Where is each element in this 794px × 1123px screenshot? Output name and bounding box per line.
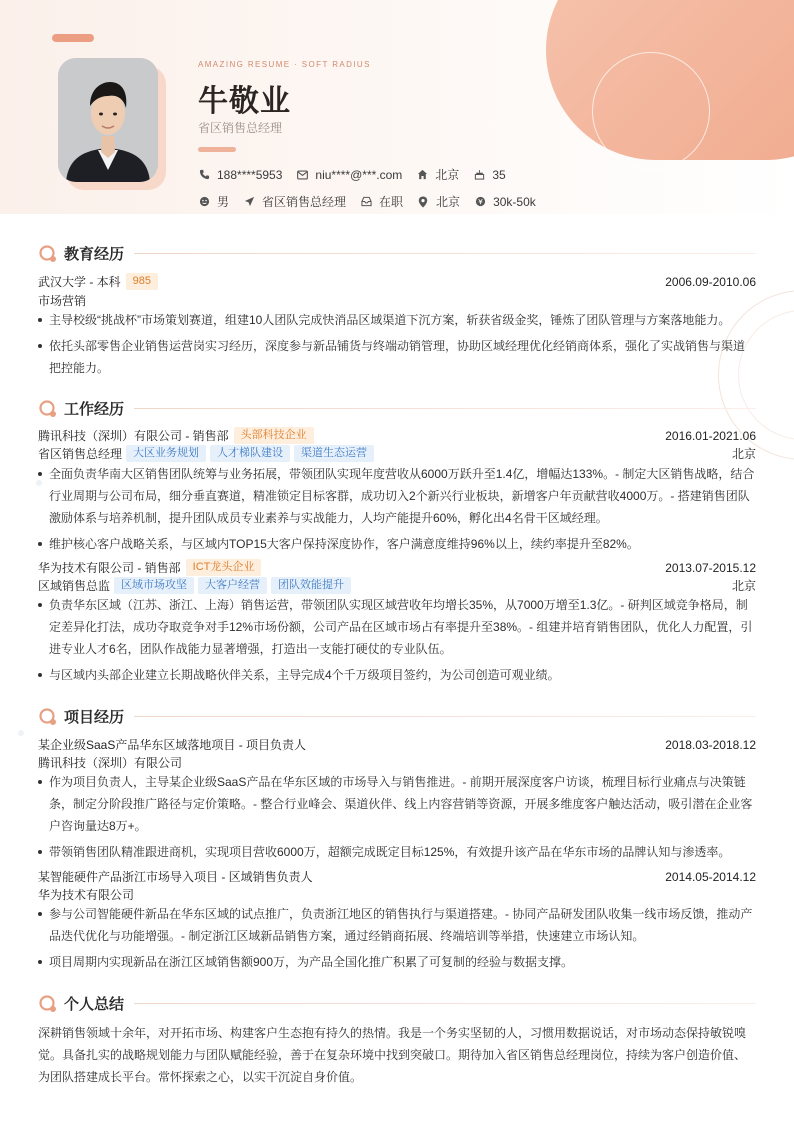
- info-home-text: 北京: [435, 168, 460, 182]
- info-phone-text: 188****5953: [217, 167, 283, 182]
- project-1-title: 某企业级SaaS产品华东区域落地项目 - 项目负责人: [38, 738, 307, 752]
- accent-pill: [52, 34, 94, 42]
- detail-row: [198, 193, 550, 210]
- candidate-name: 牛敬业: [198, 84, 291, 119]
- gender-icon: [198, 196, 210, 208]
- send-icon: [243, 196, 255, 208]
- home-icon: [416, 169, 428, 181]
- info-gender: [198, 193, 229, 210]
- phone-icon: [198, 169, 210, 181]
- info-phone: [198, 168, 282, 182]
- list-item: 维护核心客户战略关系，与区域内TOP15大客户保持深度协作，客户满意度维持96%以上，续约率提升至82%。: [38, 533, 756, 555]
- work-2-role-row: [38, 577, 756, 594]
- work-2-skill-tag: 区域市场攻坚: [114, 577, 194, 594]
- list-item: 参与公司智能硬件新品在华东区域的试点推广，负责浙江地区的销售执行与渠道搭建。- 协同产品研发团队收集一线市场反馈，推动产品迭代优化与功能增强。- 制定浙江区域新品销售方案，通过经销商拓展、终端培训等举措，快速建立市场认知。: [38, 903, 756, 947]
- info-location-text: 北京: [436, 195, 461, 209]
- info-home: [416, 166, 459, 183]
- project-1-date: 2018.03-2018.12: [665, 737, 756, 752]
- work-2-company: 华为技术有限公司 - 销售部: [38, 561, 181, 575]
- project-1-company-row: [38, 754, 756, 771]
- project-2-bullets: [38, 903, 756, 977]
- work-2-city: 北京: [731, 579, 756, 593]
- work-2-company-tag: ICT龙头企业: [186, 559, 262, 576]
- section-search-icon: [38, 994, 58, 1014]
- work-1-header: [38, 427, 756, 444]
- section-search-icon: [38, 399, 58, 419]
- work-2-skill-tag: 团队效能提升: [271, 577, 351, 594]
- info-salary: [474, 195, 536, 209]
- work-1-skill-tag: 渠道生态运营: [294, 445, 374, 462]
- education-tag: 985: [126, 273, 158, 290]
- avatar: [58, 58, 158, 182]
- accent-underline: [198, 147, 236, 152]
- header-tagline: AMAZING RESUME · SOFT RADIUS: [198, 60, 371, 69]
- info-status: [360, 193, 403, 210]
- section-heading: 教育经历: [64, 245, 125, 263]
- work-1-role: 省区销售总经理: [38, 447, 123, 461]
- project-2-date: 2014.05-2014.12: [665, 869, 756, 884]
- inbox-icon: [360, 196, 372, 208]
- info-position: [243, 193, 346, 210]
- project-2-company: 华为技术有限公司: [38, 888, 135, 902]
- summary-text: 深耕销售领域十余年，对开拓市场、构建客户生态抱有持久的热情。我是一个务实坚韧的人，习惯用数据说话，对市场动态保持敏锐嗅觉。具备扎实的战略规划能力与团队赋能经验，善于在复杂环境中找到突破口。期待加入省区销售总经理岗位，持续为客户创造价值、为团队搭建成长平台。常怀探索之心，以实干沉淀自身价值。: [38, 1026, 747, 1084]
- salary-icon: [474, 196, 486, 208]
- contact-row: [198, 166, 520, 183]
- decorative-ring: [592, 52, 710, 170]
- work-2-date: 2013.07-2015.12: [665, 560, 756, 575]
- work-2-skill-tag: 大客户经营: [198, 577, 267, 594]
- location-icon: [417, 196, 429, 208]
- education-header: [38, 273, 756, 290]
- list-item: 与区域内头部企业建立长期战略伙伴关系，主导完成4个千万级项目签约，为公司创造可观业绩。: [38, 664, 756, 686]
- section-divider: [134, 408, 756, 409]
- list-item: 作为项目负责人，主导某企业级SaaS产品在华东区域的市场导入与销售推进。- 前期开展深度客户访谈，梳理目标行业痛点与决策链条，制定分阶段推广路径与定价策略。- 整合行业峰会、渠道伙伴、线上内容营销等资源，开展多维度客户触达活动，吸引潜在企业客户咨询量达8万+。: [38, 771, 756, 837]
- education-date: 2006.09-2010.06: [665, 274, 756, 289]
- section-divider: [134, 253, 756, 254]
- info-age: [473, 168, 505, 182]
- list-item: 全面负责华南大区销售团队统筹与业务拓展，带领团队实现年度营收从6000万跃升至1.4亿，增幅达133%。- 制定大区销售战略，结合行业周期与公司布局，细分垂直赛道，精准锁定目标客群，成功切入2个新兴行业板块，新增客户年贡献营收4000万。- 搭建销售团队激励体系与培养机制，提升团队成员专业素养与实战能力，人均产能提升60%，孵化出4名骨干区域经理。: [38, 463, 756, 529]
- mail-icon: [296, 169, 308, 181]
- work-1-bullets: [38, 463, 756, 559]
- info-gender-text: 男: [217, 195, 230, 209]
- section-heading: 个人总结: [64, 995, 125, 1013]
- section-heading: 项目经历: [64, 708, 125, 726]
- education-major-row: [38, 292, 756, 309]
- project-1-bullets: [38, 771, 756, 867]
- section-projects-title: [38, 706, 756, 727]
- work-2-bullets: [38, 594, 756, 690]
- project-2-company-row: [38, 886, 756, 903]
- education-major: 市场营销: [38, 294, 87, 308]
- work-1-company-tag: 头部科技企业: [234, 427, 314, 444]
- profile-photo: [58, 58, 158, 182]
- work-1-city: 北京: [731, 447, 756, 461]
- list-item: 依托头部零售企业销售运营岗实习经历，深度参与新品铺货与终端动销管理，协助区域经理优化经销商体系，强化了实战销售与渠道把控能力。: [38, 335, 756, 379]
- work-1-date: 2016.01-2021.06: [665, 428, 756, 443]
- list-item: 主导校级“挑战杯”市场策划赛道，组建10人团队完成快消品区域渠道下沉方案，斩获省级金奖，锤炼了团队管理与方案落地能力。: [38, 309, 756, 331]
- project-1-company: 腾讯科技（深圳）有限公司: [38, 756, 183, 770]
- work-1-skill-tag: 人才梯队建设: [210, 445, 290, 462]
- list-item: 项目周期内实现新品在浙江区域销售额900万，为产品全国化推广积累了可复制的经验与数据支撑。: [38, 951, 756, 973]
- list-item: 带领销售团队精准跟进商机，实现项目营收6000万，超额完成既定目标125%，有效提升该产品在华东市场的品牌认知与渗透率。: [38, 841, 756, 863]
- info-salary-text: 30k-50k: [493, 194, 536, 209]
- section-search-icon: [38, 244, 58, 264]
- section-work-title: [38, 398, 756, 419]
- cake-icon: [473, 169, 485, 181]
- job-title: 省区销售总经理: [198, 121, 283, 135]
- work-1-skill-tag: 大区业务规划: [126, 445, 206, 462]
- education-school: 武汉大学 - 本科: [38, 275, 121, 289]
- project-1-header: [38, 736, 756, 753]
- section-divider: [134, 716, 756, 717]
- work-1-role-row: [38, 445, 756, 462]
- education-bullets: [38, 309, 756, 383]
- info-location: [417, 193, 460, 210]
- project-2-title: 某智能硬件产品浙江市场导入项目 - 区域销售负责人: [38, 870, 313, 884]
- section-heading: 工作经历: [64, 400, 125, 418]
- list-item: 负责华东区域（江苏、浙江、上海）销售运营，带领团队实现区域营收年均增长35%，从7000万增至1.3亿。- 研判区域竞争格局，制定差异化打法，成功夺取竞争对手12%市场份额，公司产品在区域市场占有率提升至38%。- 组建并培育销售团队，优化人力配置，引进专业人才6名，团队作战能力显著增强，打造出一支能打硬仗的专业队伍。: [38, 594, 756, 660]
- work-2-header: [38, 559, 756, 576]
- section-divider: [134, 1003, 756, 1004]
- decorative-dot: [18, 730, 24, 736]
- section-search-icon: [38, 707, 58, 727]
- info-position-text: 省区销售总经理: [262, 195, 347, 209]
- info-age-text: 35: [492, 167, 506, 182]
- info-email: [296, 168, 402, 182]
- work-2-role: 区域销售总监: [38, 579, 111, 593]
- work-1-company: 腾讯科技（深圳）有限公司 - 销售部: [38, 429, 229, 443]
- info-email-text: niu****@***.com: [315, 167, 403, 182]
- section-summary-title: [38, 993, 756, 1014]
- project-2-header: [38, 868, 756, 885]
- section-education-title: [38, 243, 756, 264]
- info-status-text: 在职: [379, 195, 404, 209]
